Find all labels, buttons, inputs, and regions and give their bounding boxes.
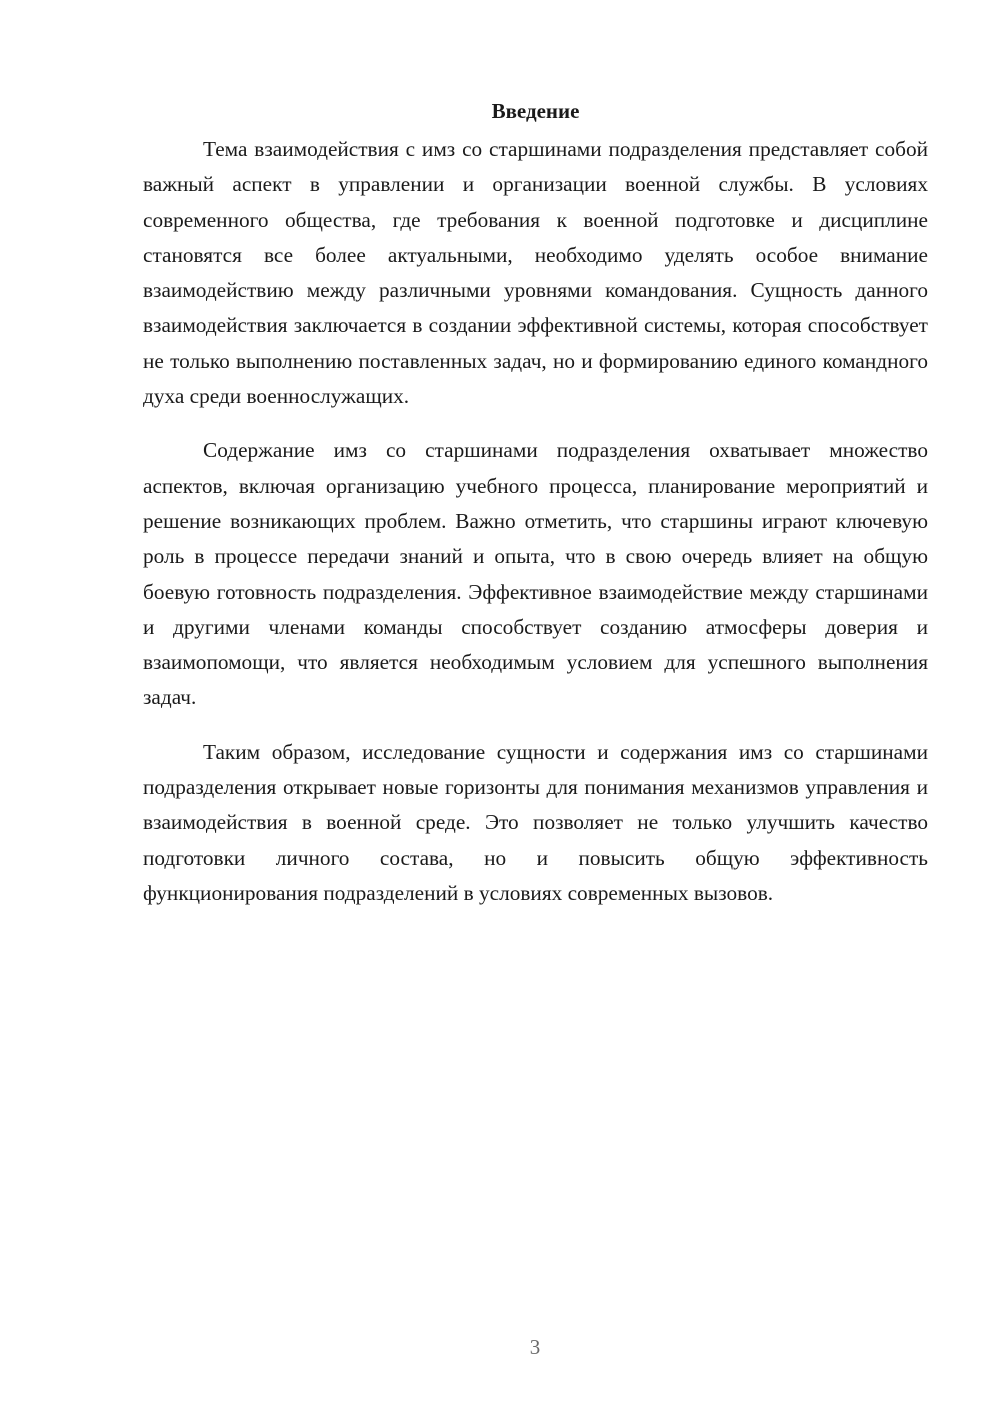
section-title: Введение xyxy=(491,99,580,123)
page-content xyxy=(143,96,928,930)
page-number: 3 xyxy=(529,1335,541,1359)
paragraph-3: Таким образом, исследование сущности и содержания имз со старшинами подразделения открывает новые горизонты для понимания механизмов управления и взаимодействия в военной среде. Это позволяет не только улучшить качество подготовки личного состава, но и повысить общую эффективность функционирования подразделений в условиях современных вызовов. xyxy=(143,739,928,905)
paragraph-2: Содержание имз со старшинами подразделения охватывает множество аспектов, включая организацию учебного процесса, планирование мероприятий и решение возникающих проблем. Важно отметить, что старшины играют ключевую роль в процессе передачи знаний и опыта, что в свою очередь влияет на общую боевую готовность подразделения. Эффективное взаимодействие между старшинами и другими членами команды способствует созданию атмосферы доверия и взаимопомощи, что является необходимым условием для успешного выполнения задач. xyxy=(143,438,928,710)
paragraph-1: Тема взаимодействия с имз со старшинами подразделения представляет собой важный аспект в управлении и организации военной службы. В условиях современного общества, где требования к военной подготовке и дисциплине становятся все более актуальными, необходимо уделять особое внимание взаимодействию между различными уровнями командования. Сущность данного взаимодействия заключается в создании эффективной системы, которая способствует не только выполнению поставленных задач, но и формированию единого командного духа среди военнослужащих. xyxy=(143,137,928,409)
